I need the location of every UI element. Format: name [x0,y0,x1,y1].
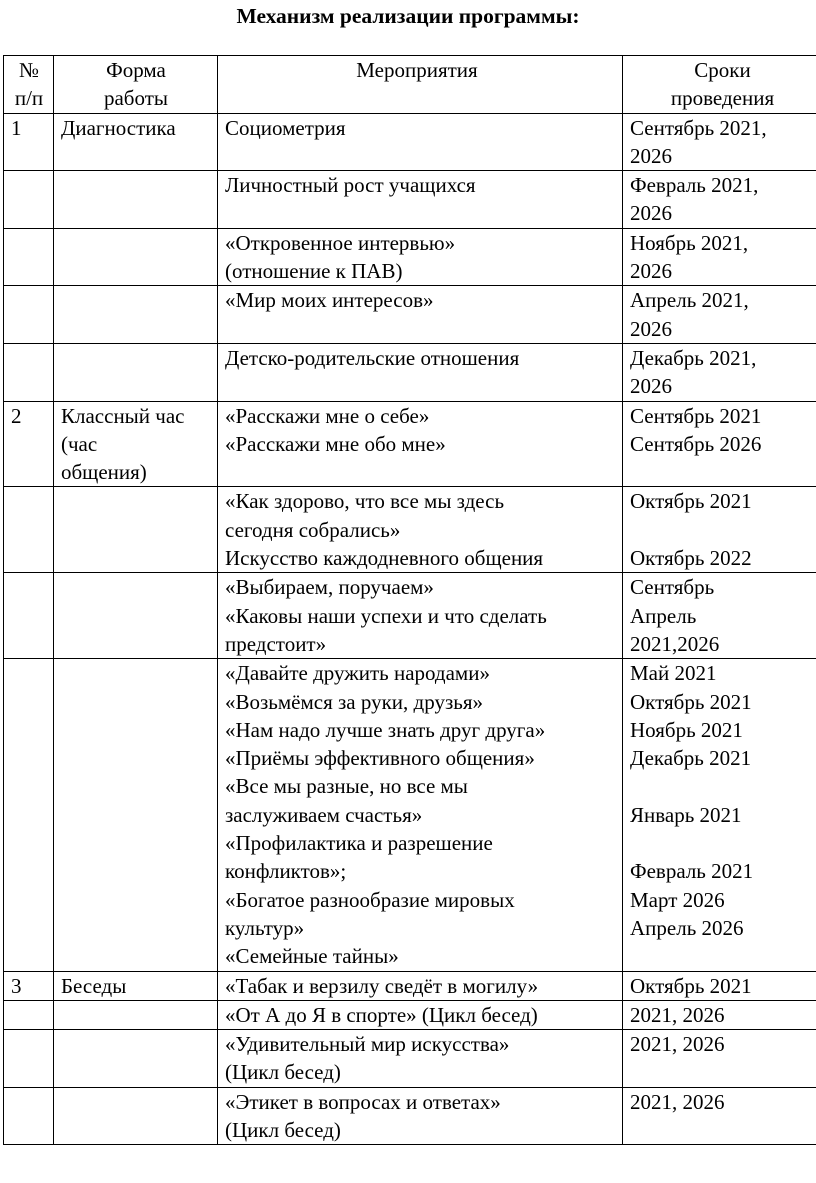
cell-events-line: «Нам надо лучше знать друг друга» [225,717,546,742]
table-row [4,286,816,344]
cell-dates-line: Декабрь 2021, [630,345,757,370]
cell-dates-line: Февраль 2021 [630,859,754,884]
cell-events-line: «Выбираем, поручаем» [225,575,434,600]
cell-form-line: Классный час [61,403,185,428]
cell-events [218,487,623,573]
cell-dates-line: Ноябрь 2021 [630,717,743,742]
cell-form-line: (час [61,431,98,456]
cell-events-line: «Табак и верзилу сведёт в могилу» [225,973,539,998]
cell-form [54,113,218,171]
cell-number-value [11,286,47,314]
cell-form [54,1087,218,1145]
cell-events [218,113,623,171]
cell-form [54,971,218,1000]
cell-events-line: «Богатое разнообразие мировых [225,887,515,912]
cell-form [54,573,218,659]
header-dates: Сроки проведения [623,56,816,114]
cell-number-value [11,659,47,687]
cell-events-line: культур» [225,915,305,940]
cell-events-line: Искусство каждодневного общения [225,546,544,571]
cell-dates-line: Октябрь 2021 [630,489,752,514]
cell-events-line: Личностный рост учащихся [225,173,476,198]
cell-dates-line: Апрель 2021, [630,288,749,313]
cell-events-line: «Как здорово, что все мы здесь [225,489,505,514]
table-row [4,171,816,229]
cell-events [218,286,623,344]
header-number: № п/п [4,56,54,114]
cell-events [218,171,623,229]
cell-events [218,1000,623,1029]
cell-dates-line: Сентябрь 2026 [630,431,762,456]
cell-dates-line: Апрель [630,603,697,628]
cell-number [4,401,54,487]
table-row [4,659,816,971]
cell-dates [623,1087,816,1145]
cell-number [4,659,54,971]
cell-dates-line [630,772,815,800]
cell-events [218,1030,623,1088]
cell-events-line: «Расскажи мне о себе» [225,403,430,428]
cell-dates-line: Сентябрь 2021 [630,403,762,428]
cell-events-line: «Каковы наши успехи и что сделать [225,603,547,628]
cell-events [218,573,623,659]
cell-form-line: Беседы [61,973,127,998]
cell-number-value: 2 [11,403,22,428]
cell-form [54,286,218,344]
cell-form [54,1030,218,1088]
cell-dates-line: 2026 [630,374,672,399]
cell-dates-line: Декабрь 2021 [630,746,752,771]
cell-events [218,401,623,487]
cell-dates-line: 2021,2026 [630,631,720,656]
cell-events-line: заслуживаем счастья» [225,802,423,827]
cell-dates [623,228,816,286]
cell-dates-line [630,829,815,857]
cell-events-line: «Приёмы эффективного общения» [225,746,535,771]
cell-events-line: Социометрия [225,115,346,140]
table-row [4,573,816,659]
cell-form [54,343,218,401]
cell-dates-line [630,516,815,544]
cell-dates-line: Сентябрь [630,575,715,600]
cell-events-line: конфликтов»; [225,859,347,884]
cell-dates-line: 2026 [630,316,672,341]
cell-dates-line: 2026 [630,259,672,284]
cell-events-line: «Все мы разные, но все мы [225,774,468,799]
cell-events-line: «Семейные тайны» [225,944,399,969]
cell-events-line: «Этикет в вопросах и ответах» [225,1089,501,1114]
program-table [3,55,816,1145]
cell-dates [623,171,816,229]
cell-number-value [11,344,47,372]
cell-events [218,1087,623,1145]
cell-events-line: предстоит» [225,631,327,656]
cell-events-line: «От А до Я в спорте» (Цикл бесед) [225,1002,538,1027]
cell-dates-line: Ноябрь 2021, [630,230,749,255]
cell-events [218,659,623,971]
cell-dates-line: 2026 [630,201,672,226]
cell-number [4,228,54,286]
cell-number [4,286,54,344]
cell-number [4,1000,54,1029]
cell-number-value: 3 [11,973,22,998]
cell-number [4,1087,54,1145]
cell-events-line: (Цикл бесед) [225,1060,341,1085]
cell-number [4,1030,54,1088]
table-row [4,401,816,487]
cell-number [4,343,54,401]
cell-form [54,1000,218,1029]
cell-events [218,971,623,1000]
cell-number-value [11,171,47,199]
cell-dates [623,487,816,573]
cell-dates [623,401,816,487]
cell-dates-line: 2021, 2026 [630,1032,725,1057]
cell-form-line: Диагностика [61,115,176,140]
header-events: Мероприятия [218,56,623,114]
cell-dates-line: Февраль 2021, [630,173,759,198]
table-header-row [4,56,816,114]
cell-dates-line: Октябрь 2021 [630,973,752,998]
cell-number [4,573,54,659]
cell-dates-line: Октябрь 2022 [630,546,752,571]
cell-number [4,487,54,573]
cell-number [4,171,54,229]
cell-dates [623,573,816,659]
cell-events-line: «Возьмёмся за руки, друзья» [225,689,483,714]
header-form: Форма работы [54,56,218,114]
cell-dates-line: Январь 2021 [630,802,742,827]
cell-number-value [11,1001,47,1029]
cell-form-line: общения) [61,460,147,485]
cell-number-value [11,229,47,257]
table-row [4,971,816,1000]
cell-dates-line: 2026 [630,143,672,168]
cell-dates-line: Сентябрь 2021, [630,115,767,140]
cell-dates [623,113,816,171]
cell-events-line: «Откровенное интервью» [225,230,456,255]
cell-number-value [11,1030,47,1058]
cell-events-line: «Профилактика и разрешение [225,831,493,856]
cell-events-line: «Расскажи мне обо мне» [225,431,446,456]
table-row [4,1087,816,1145]
table-row [4,487,816,573]
table-row [4,113,816,171]
cell-dates [623,659,816,971]
cell-events [218,343,623,401]
cell-dates-line: 2021, 2026 [630,1002,725,1027]
cell-events [218,228,623,286]
cell-events-line: «Удивительный мир искусства» [225,1032,510,1057]
cell-events-line: сегодня собрались» [225,517,401,542]
table-row [4,1000,816,1029]
cell-events-line: Детско-родительские отношения [225,345,520,370]
cell-number-value [11,1088,47,1116]
table-row [4,228,816,286]
cell-events-line: (отношение к ПАВ) [225,259,403,284]
table-row [4,343,816,401]
cell-dates [623,1030,816,1088]
cell-dates [623,971,816,1000]
cell-number-value: 1 [11,115,22,140]
cell-form [54,487,218,573]
cell-dates-line: Октябрь 2021 [630,689,752,714]
cell-form [54,659,218,971]
cell-form [54,171,218,229]
cell-form [54,401,218,487]
cell-number-value [11,573,47,601]
cell-number [4,971,54,1000]
table-row [4,1030,816,1088]
cell-events-line: «Мир моих интересов» [225,288,434,313]
cell-dates-line: Май 2021 [630,661,717,686]
cell-form [54,228,218,286]
cell-dates-line: Апрель 2026 [630,915,744,940]
cell-dates [623,1000,816,1029]
cell-dates [623,286,816,344]
cell-number-value [11,487,47,515]
cell-dates-line: Март 2026 [630,887,725,912]
cell-number [4,113,54,171]
document-title: Механизм реализации программы: [236,4,580,28]
cell-events-line: (Цикл бесед) [225,1117,341,1142]
cell-events-line: «Давайте дружить народами» [225,661,490,686]
cell-dates-line: 2021, 2026 [630,1089,725,1114]
cell-dates [623,343,816,401]
